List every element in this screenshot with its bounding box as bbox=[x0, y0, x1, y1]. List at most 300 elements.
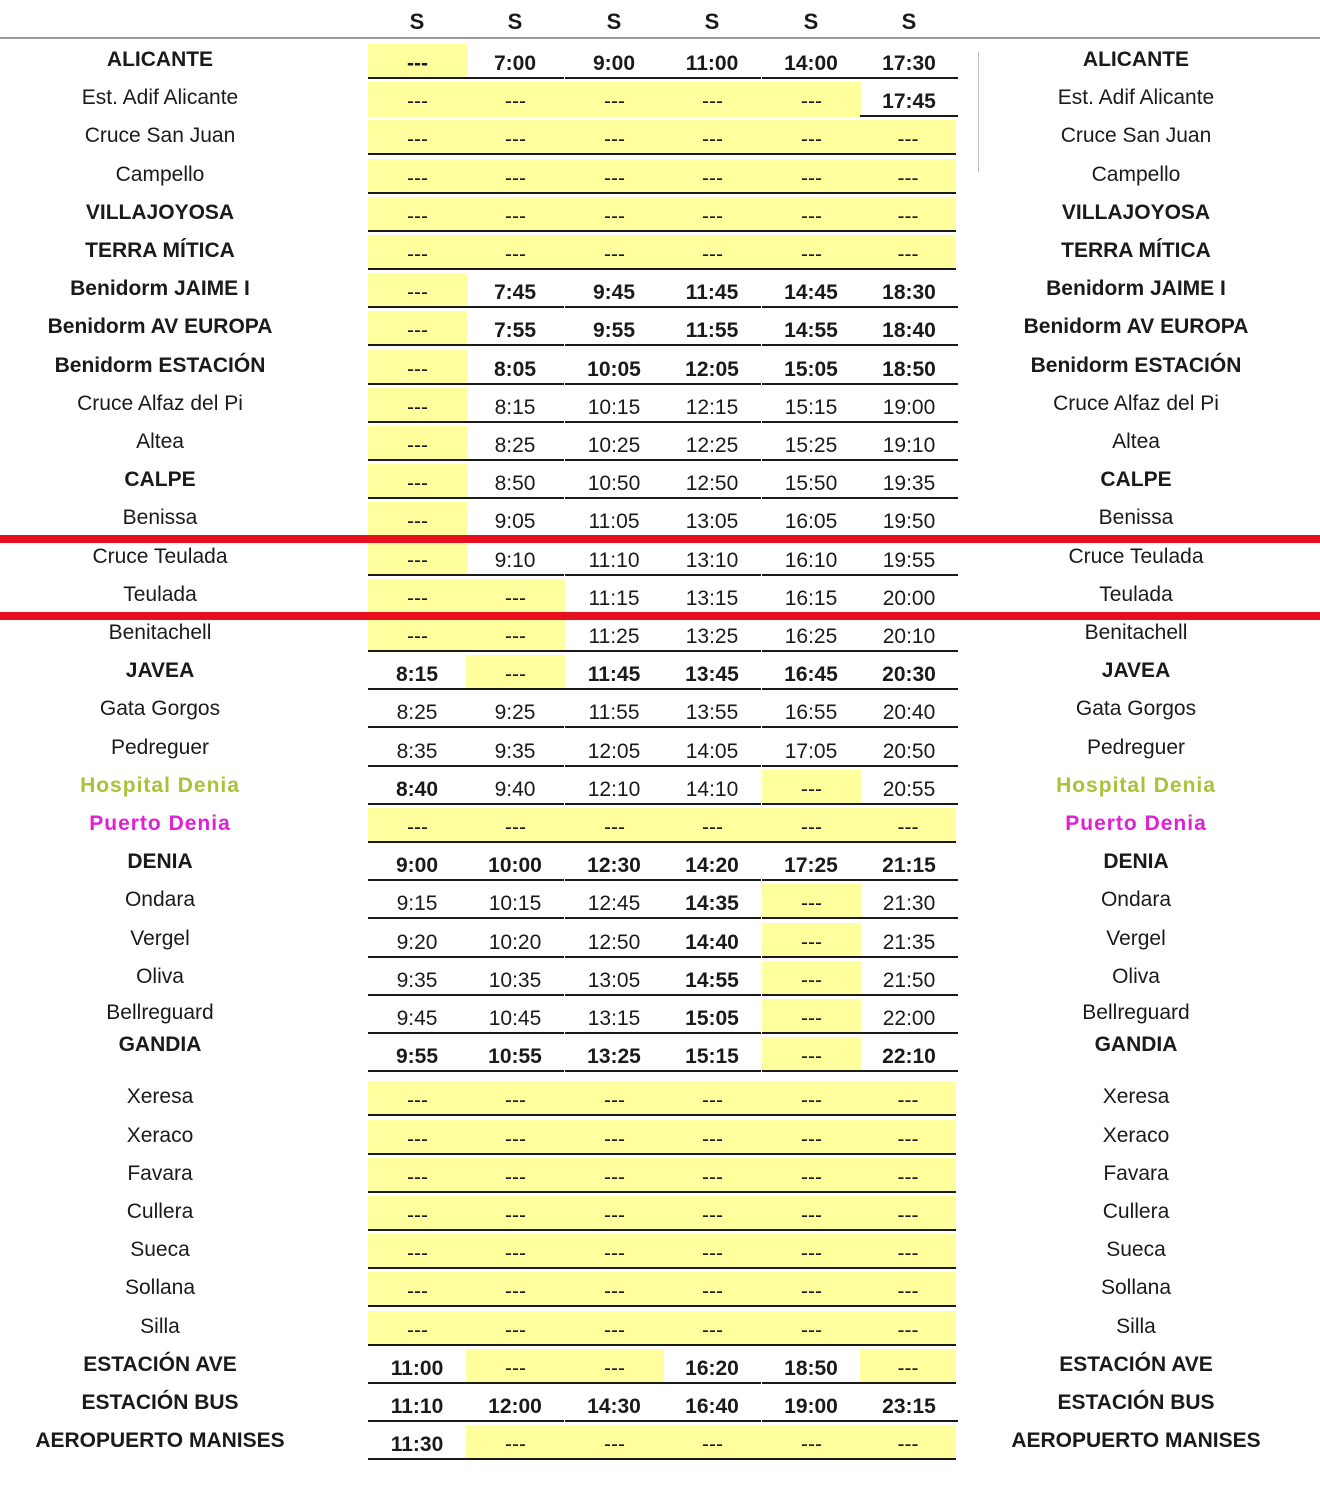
time-cell: 15:25 bbox=[762, 426, 860, 461]
time-cell: 13:05 bbox=[663, 502, 761, 537]
column-header-6: S bbox=[901, 9, 917, 34]
time-cell: 9:55 bbox=[368, 1037, 466, 1072]
time-cell: --- bbox=[368, 120, 467, 155]
time-cell: --- bbox=[762, 1425, 861, 1460]
time-cell: 10:20 bbox=[466, 923, 564, 958]
time-cell: --- bbox=[860, 1272, 956, 1307]
time-cell: --- bbox=[762, 82, 861, 117]
time-cell: --- bbox=[860, 1120, 956, 1155]
time-cell: --- bbox=[368, 1272, 467, 1307]
time-cell: --- bbox=[368, 350, 467, 385]
stop-name-left: Bellreguard bbox=[106, 1001, 214, 1024]
time-cell: 16:25 bbox=[762, 617, 860, 652]
time-cell: 19:50 bbox=[860, 502, 958, 537]
stop-name-left: Cruce Teulada bbox=[92, 544, 228, 568]
stop-name-left: Vergel bbox=[130, 926, 190, 950]
time-cell: 7:00 bbox=[466, 44, 564, 79]
time-cell: --- bbox=[762, 923, 861, 958]
timetable-row bbox=[0, 159, 1320, 197]
time-cell: 12:30 bbox=[565, 846, 663, 881]
stop-name-right: Xeresa bbox=[1102, 1085, 1170, 1109]
time-cell: 8:40 bbox=[368, 770, 466, 805]
timetable-row bbox=[0, 808, 1320, 846]
time-cell: 11:00 bbox=[663, 44, 761, 79]
time-cell: --- bbox=[860, 1234, 956, 1269]
time-cell: 14:35 bbox=[663, 884, 761, 919]
time-cell: 14:00 bbox=[762, 44, 860, 79]
time-cell: --- bbox=[565, 235, 664, 270]
time-cell: 8:15 bbox=[466, 388, 564, 423]
stop-name-right: GANDIA bbox=[1094, 1033, 1178, 1057]
time-cell: --- bbox=[663, 197, 762, 232]
time-cell: --- bbox=[762, 1234, 861, 1269]
timetable-row bbox=[0, 732, 1320, 770]
time-cell: 7:55 bbox=[466, 311, 564, 346]
timetable-row bbox=[0, 1120, 1320, 1158]
stop-name-left: Est. Adif Alicante bbox=[81, 86, 239, 110]
time-cell: 13:15 bbox=[565, 999, 663, 1034]
time-cell: 8:35 bbox=[368, 732, 466, 767]
time-cell: 15:15 bbox=[663, 1037, 761, 1072]
time-cell: 12:15 bbox=[663, 388, 761, 423]
stop-name-right: Puerto Denia bbox=[1065, 812, 1207, 835]
stop-name-right: Cruce Alfaz del Pi bbox=[1053, 391, 1219, 415]
column-header-5: S bbox=[803, 9, 819, 34]
time-cell: 16:45 bbox=[762, 655, 860, 690]
timetable-row bbox=[0, 884, 1320, 922]
time-cell: 11:15 bbox=[565, 579, 663, 614]
time-cell: 9:35 bbox=[466, 732, 564, 767]
time-cell: --- bbox=[565, 82, 664, 117]
time-cell: 12:50 bbox=[663, 464, 761, 499]
stop-name-left: Altea bbox=[136, 430, 184, 453]
stop-name-right: Cruce San Juan bbox=[1060, 124, 1212, 148]
stop-name-right: Altea bbox=[1112, 430, 1160, 453]
timetable-row bbox=[0, 311, 1320, 349]
time-cell: 19:35 bbox=[860, 464, 958, 499]
stop-name-left: Xeraco bbox=[126, 1123, 194, 1147]
time-cell: 11:25 bbox=[565, 617, 663, 652]
time-cell: 20:40 bbox=[860, 693, 958, 728]
stop-name-left: Ondara bbox=[124, 888, 196, 912]
stop-name-right: Bellreguard bbox=[1082, 1001, 1190, 1024]
time-cell: --- bbox=[663, 159, 762, 194]
timetable-row bbox=[0, 999, 1320, 1037]
stop-name-right: VILLAJOYOSA bbox=[1061, 200, 1211, 224]
time-cell: 11:55 bbox=[663, 311, 761, 346]
time-cell: 14:20 bbox=[663, 846, 761, 881]
time-cell: 18:50 bbox=[860, 350, 958, 385]
time-cell: --- bbox=[368, 1311, 467, 1346]
time-cell: 8:15 bbox=[368, 655, 466, 690]
time-cell: 13:25 bbox=[663, 617, 761, 652]
time-cell: --- bbox=[663, 808, 762, 843]
time-cell: 17:30 bbox=[860, 44, 958, 79]
time-cell: --- bbox=[762, 1037, 861, 1072]
time-cell: --- bbox=[565, 1425, 664, 1460]
stop-name-left: ESTACIÓN BUS bbox=[81, 1391, 239, 1414]
timetable-row bbox=[0, 388, 1320, 426]
stop-name-left: Teulada bbox=[123, 582, 197, 606]
stop-name-right: JAVEA bbox=[1101, 659, 1171, 683]
time-cell: 20:10 bbox=[860, 617, 958, 652]
time-cell: 20:00 bbox=[860, 579, 958, 614]
time-cell: 12:10 bbox=[565, 770, 663, 805]
stop-name-left: JAVEA bbox=[125, 659, 195, 683]
time-cell: --- bbox=[663, 1272, 762, 1307]
stop-name-right: Sueca bbox=[1106, 1238, 1166, 1262]
time-cell: --- bbox=[565, 1234, 664, 1269]
timetable-row bbox=[0, 1425, 1320, 1463]
time-cell: --- bbox=[860, 159, 956, 194]
timetable-row bbox=[0, 846, 1320, 884]
timetable-row bbox=[0, 197, 1320, 235]
time-cell: 14:55 bbox=[762, 311, 860, 346]
time-cell: --- bbox=[368, 197, 467, 232]
time-cell: 14:05 bbox=[663, 732, 761, 767]
time-cell: --- bbox=[565, 1272, 664, 1307]
stop-name-left: AEROPUERTO MANISES bbox=[35, 1429, 285, 1453]
stop-name-right: Ondara bbox=[1100, 888, 1172, 912]
time-cell: 17:05 bbox=[762, 732, 860, 767]
stop-name-right: Xeraco bbox=[1102, 1123, 1170, 1147]
timetable-row bbox=[0, 82, 1320, 120]
time-cell: --- bbox=[368, 579, 467, 614]
time-cell: --- bbox=[368, 502, 467, 537]
time-cell: 11:05 bbox=[565, 502, 663, 537]
stop-name-right: Silla bbox=[1116, 1314, 1156, 1338]
time-cell: --- bbox=[466, 120, 565, 155]
time-cell: --- bbox=[368, 1234, 467, 1269]
stop-name-right: Hospital Denia bbox=[1056, 773, 1216, 797]
stop-name-left: Cruce Alfaz del Pi bbox=[77, 391, 243, 415]
time-cell: 11:10 bbox=[368, 1387, 466, 1422]
time-cell: 12:00 bbox=[466, 1387, 564, 1422]
time-cell: --- bbox=[368, 44, 467, 79]
timetable-row bbox=[0, 1311, 1320, 1349]
timetable-row bbox=[0, 655, 1320, 693]
stop-name-left: Sueca bbox=[130, 1238, 190, 1262]
stop-name-right: Benissa bbox=[1098, 506, 1174, 530]
time-cell: 22:10 bbox=[860, 1037, 958, 1072]
time-cell: --- bbox=[466, 1120, 565, 1155]
time-cell: --- bbox=[663, 1158, 762, 1193]
time-cell: --- bbox=[762, 1196, 861, 1231]
time-cell: --- bbox=[860, 1349, 956, 1384]
time-cell: 12:05 bbox=[565, 732, 663, 767]
time-cell: --- bbox=[565, 1081, 664, 1116]
stop-name-right: Pedreguer bbox=[1086, 735, 1186, 759]
timetable-row bbox=[0, 120, 1320, 158]
time-cell: 19:55 bbox=[860, 541, 958, 576]
time-cell: 11:55 bbox=[565, 693, 663, 728]
time-cell: --- bbox=[565, 1196, 664, 1231]
time-cell: 16:05 bbox=[762, 502, 860, 537]
time-cell: --- bbox=[860, 1425, 956, 1460]
stop-name-left: Benidorm AV EUROPA bbox=[47, 315, 273, 339]
time-cell: 9:40 bbox=[466, 770, 564, 805]
timetable-row bbox=[0, 44, 1320, 82]
time-cell: --- bbox=[762, 1158, 861, 1193]
time-cell: 14:55 bbox=[663, 961, 761, 996]
time-cell: --- bbox=[860, 197, 956, 232]
time-cell: --- bbox=[860, 1081, 956, 1116]
time-cell: 20:55 bbox=[860, 770, 958, 805]
time-cell: --- bbox=[368, 388, 467, 423]
stop-name-right: ESTACIÓN AVE bbox=[1059, 1352, 1213, 1376]
time-cell: 13:45 bbox=[663, 655, 761, 690]
time-cell: --- bbox=[368, 273, 467, 308]
time-cell: --- bbox=[466, 1196, 565, 1231]
time-cell: --- bbox=[762, 1311, 861, 1346]
stop-name-right: Est. Adif Alicante bbox=[1057, 86, 1215, 110]
timetable-row bbox=[0, 273, 1320, 311]
stop-name-right: Vergel bbox=[1106, 926, 1166, 950]
time-cell: 10:00 bbox=[466, 846, 564, 881]
highlight-red-line-bottom bbox=[0, 612, 1320, 620]
time-cell: 20:30 bbox=[860, 655, 958, 690]
time-cell: 12:50 bbox=[565, 923, 663, 958]
time-cell: --- bbox=[663, 1081, 762, 1116]
time-cell: --- bbox=[565, 808, 664, 843]
timetable-row bbox=[0, 1158, 1320, 1196]
time-cell: --- bbox=[762, 159, 861, 194]
time-cell: 12:25 bbox=[663, 426, 761, 461]
time-cell: --- bbox=[368, 426, 467, 461]
time-cell: 10:45 bbox=[466, 999, 564, 1034]
timetable-row bbox=[0, 1081, 1320, 1119]
time-cell: 12:05 bbox=[663, 350, 761, 385]
time-cell: --- bbox=[663, 1120, 762, 1155]
highlight-red-line-top bbox=[0, 535, 1320, 543]
stop-name-left: Favara bbox=[127, 1161, 193, 1185]
time-cell: --- bbox=[565, 197, 664, 232]
time-cell: --- bbox=[466, 1425, 565, 1460]
time-cell: 13:10 bbox=[663, 541, 761, 576]
stop-name-right: Sollana bbox=[1100, 1276, 1172, 1300]
time-cell: --- bbox=[762, 1272, 861, 1307]
time-cell: 21:30 bbox=[860, 884, 958, 919]
time-cell: --- bbox=[565, 120, 664, 155]
time-cell: 9:20 bbox=[368, 923, 466, 958]
stop-name-left: ALICANTE bbox=[106, 48, 214, 71]
timetable-row bbox=[0, 541, 1320, 579]
timetable-row bbox=[0, 1272, 1320, 1310]
time-cell: --- bbox=[663, 1196, 762, 1231]
time-cell: 19:00 bbox=[762, 1387, 860, 1422]
timetable-row bbox=[0, 1234, 1320, 1272]
time-cell: 11:10 bbox=[565, 541, 663, 576]
stop-name-left: Benissa bbox=[122, 506, 198, 530]
stop-name-left: GANDIA bbox=[118, 1033, 202, 1057]
time-cell: --- bbox=[860, 235, 956, 270]
timetable-row bbox=[0, 1387, 1320, 1425]
time-cell: 8:25 bbox=[368, 693, 466, 728]
time-cell: 11:00 bbox=[368, 1349, 466, 1384]
time-cell: 16:40 bbox=[663, 1387, 761, 1422]
time-cell: 13:25 bbox=[565, 1037, 663, 1072]
stop-name-right: ALICANTE bbox=[1082, 48, 1190, 71]
time-cell: --- bbox=[663, 120, 762, 155]
stop-name-right: Favara bbox=[1103, 1161, 1169, 1185]
stop-name-right: Gata Gorgos bbox=[1075, 697, 1197, 721]
stop-name-left: Gata Gorgos bbox=[99, 697, 221, 721]
time-cell: 18:50 bbox=[762, 1349, 860, 1384]
time-cell: 19:00 bbox=[860, 388, 958, 423]
time-cell: --- bbox=[368, 808, 467, 843]
stop-name-left: Benidorm JAIME I bbox=[70, 277, 250, 301]
time-cell: 10:15 bbox=[466, 884, 564, 919]
column-header-3: S bbox=[606, 9, 622, 34]
timetable-row bbox=[0, 923, 1320, 961]
time-cell: --- bbox=[466, 617, 565, 652]
column-header-2: S bbox=[507, 9, 523, 34]
timetable-row bbox=[0, 961, 1320, 999]
time-cell: --- bbox=[762, 961, 861, 996]
stop-name-left: TERRA MÍTICA bbox=[85, 239, 235, 262]
time-cell: --- bbox=[368, 1081, 467, 1116]
time-cell: 16:20 bbox=[663, 1349, 761, 1384]
stop-name-left: Benitachell bbox=[108, 621, 212, 644]
time-cell: --- bbox=[762, 808, 861, 843]
timetable-row bbox=[0, 770, 1320, 808]
time-cell: --- bbox=[466, 1349, 565, 1384]
stop-name-left: Silla bbox=[140, 1314, 180, 1338]
time-cell: --- bbox=[466, 1311, 565, 1346]
time-cell: 10:25 bbox=[565, 426, 663, 461]
stop-name-left: Cruce San Juan bbox=[84, 124, 236, 148]
timetable-row bbox=[0, 464, 1320, 502]
timetable-row bbox=[0, 426, 1320, 464]
time-cell: 23:15 bbox=[860, 1387, 958, 1422]
column-header-4: S bbox=[704, 9, 720, 34]
time-cell: --- bbox=[466, 235, 565, 270]
time-cell: 15:05 bbox=[762, 350, 860, 385]
time-cell: 14:30 bbox=[565, 1387, 663, 1422]
stop-name-left: DENIA bbox=[127, 850, 193, 874]
time-cell: 14:40 bbox=[663, 923, 761, 958]
time-cell: 8:25 bbox=[466, 426, 564, 461]
time-cell: 9:00 bbox=[368, 846, 466, 881]
stop-name-right: Cruce Teulada bbox=[1068, 544, 1204, 568]
time-cell: 14:10 bbox=[663, 770, 761, 805]
stop-name-left: VILLAJOYOSA bbox=[85, 200, 235, 224]
stop-name-right: CALPE bbox=[1100, 468, 1172, 492]
stop-name-left: Xeresa bbox=[126, 1085, 194, 1109]
time-cell: 16:55 bbox=[762, 693, 860, 728]
time-cell: 9:55 bbox=[565, 311, 663, 346]
stop-name-right: Teulada bbox=[1099, 582, 1173, 606]
time-cell: 15:50 bbox=[762, 464, 860, 499]
time-cell: 13:05 bbox=[565, 961, 663, 996]
stop-name-left: Cullera bbox=[126, 1200, 194, 1223]
timetable-row bbox=[0, 617, 1320, 655]
column-header-1: S bbox=[409, 9, 425, 34]
time-cell: --- bbox=[368, 1196, 467, 1231]
time-cell: 13:15 bbox=[663, 579, 761, 614]
time-cell: 21:15 bbox=[860, 846, 958, 881]
time-cell: --- bbox=[762, 1120, 861, 1155]
time-cell: 10:15 bbox=[565, 388, 663, 423]
time-cell: 12:45 bbox=[565, 884, 663, 919]
time-cell: --- bbox=[860, 1158, 956, 1193]
time-cell: --- bbox=[466, 1081, 565, 1116]
stop-name-right: Oliva bbox=[1112, 964, 1160, 988]
time-cell: 10:05 bbox=[565, 350, 663, 385]
time-cell: --- bbox=[368, 464, 467, 499]
time-cell: 11:30 bbox=[368, 1425, 466, 1460]
time-cell: --- bbox=[466, 808, 565, 843]
timetable-row bbox=[0, 350, 1320, 388]
time-cell: --- bbox=[368, 1120, 467, 1155]
time-cell: --- bbox=[466, 159, 565, 194]
stop-name-left: Hospital Denia bbox=[80, 773, 240, 797]
stop-name-left: Puerto Denia bbox=[89, 812, 231, 835]
stop-name-right: DENIA bbox=[1103, 850, 1169, 874]
time-cell: 9:10 bbox=[466, 541, 564, 576]
time-cell: 14:45 bbox=[762, 273, 860, 308]
time-cell: --- bbox=[466, 1234, 565, 1269]
timetable-row bbox=[0, 1033, 1320, 1075]
time-cell: --- bbox=[860, 120, 956, 155]
time-cell: --- bbox=[368, 235, 467, 270]
time-cell: --- bbox=[466, 82, 565, 117]
time-cell: --- bbox=[762, 884, 861, 919]
time-cell: --- bbox=[368, 82, 467, 117]
stop-name-right: Benidorm AV EUROPA bbox=[1023, 315, 1249, 339]
timetable-row bbox=[0, 1349, 1320, 1387]
time-cell: 18:40 bbox=[860, 311, 958, 346]
time-cell: --- bbox=[762, 197, 861, 232]
time-cell: --- bbox=[762, 120, 861, 155]
time-cell: 20:50 bbox=[860, 732, 958, 767]
time-cell: --- bbox=[860, 808, 956, 843]
time-cell: --- bbox=[762, 999, 861, 1034]
stop-name-right: TERRA MÍTICA bbox=[1061, 239, 1211, 262]
time-cell: --- bbox=[368, 617, 467, 652]
timetable-row bbox=[0, 693, 1320, 731]
time-cell: 9:25 bbox=[466, 693, 564, 728]
stop-name-right: Benidorm ESTACIÓN bbox=[1030, 353, 1242, 377]
stop-name-left: Campello bbox=[115, 162, 205, 186]
time-cell: --- bbox=[762, 770, 861, 805]
time-cell: --- bbox=[762, 235, 861, 270]
time-cell: --- bbox=[860, 1196, 956, 1231]
time-cell: --- bbox=[466, 197, 565, 232]
time-cell: 11:45 bbox=[663, 273, 761, 308]
time-cell: 9:15 bbox=[368, 884, 466, 919]
time-cell: --- bbox=[663, 1311, 762, 1346]
stop-name-left: CALPE bbox=[124, 468, 196, 492]
time-cell: 22:00 bbox=[860, 999, 958, 1034]
time-cell: --- bbox=[466, 579, 565, 614]
time-cell: --- bbox=[565, 1349, 664, 1384]
time-cell: --- bbox=[466, 1272, 565, 1307]
stop-name-left: Benidorm ESTACIÓN bbox=[54, 353, 266, 377]
time-cell: --- bbox=[466, 655, 565, 690]
time-cell: --- bbox=[368, 1158, 467, 1193]
time-cell: 17:45 bbox=[860, 82, 958, 117]
time-cell: --- bbox=[565, 1311, 664, 1346]
time-cell: --- bbox=[368, 311, 467, 346]
time-cell: --- bbox=[565, 159, 664, 194]
stop-name-right: Benitachell bbox=[1084, 621, 1188, 644]
timetable-row bbox=[0, 235, 1320, 273]
time-cell: 10:50 bbox=[565, 464, 663, 499]
time-cell: 9:45 bbox=[565, 273, 663, 308]
time-cell: 13:55 bbox=[663, 693, 761, 728]
time-cell: 21:35 bbox=[860, 923, 958, 958]
